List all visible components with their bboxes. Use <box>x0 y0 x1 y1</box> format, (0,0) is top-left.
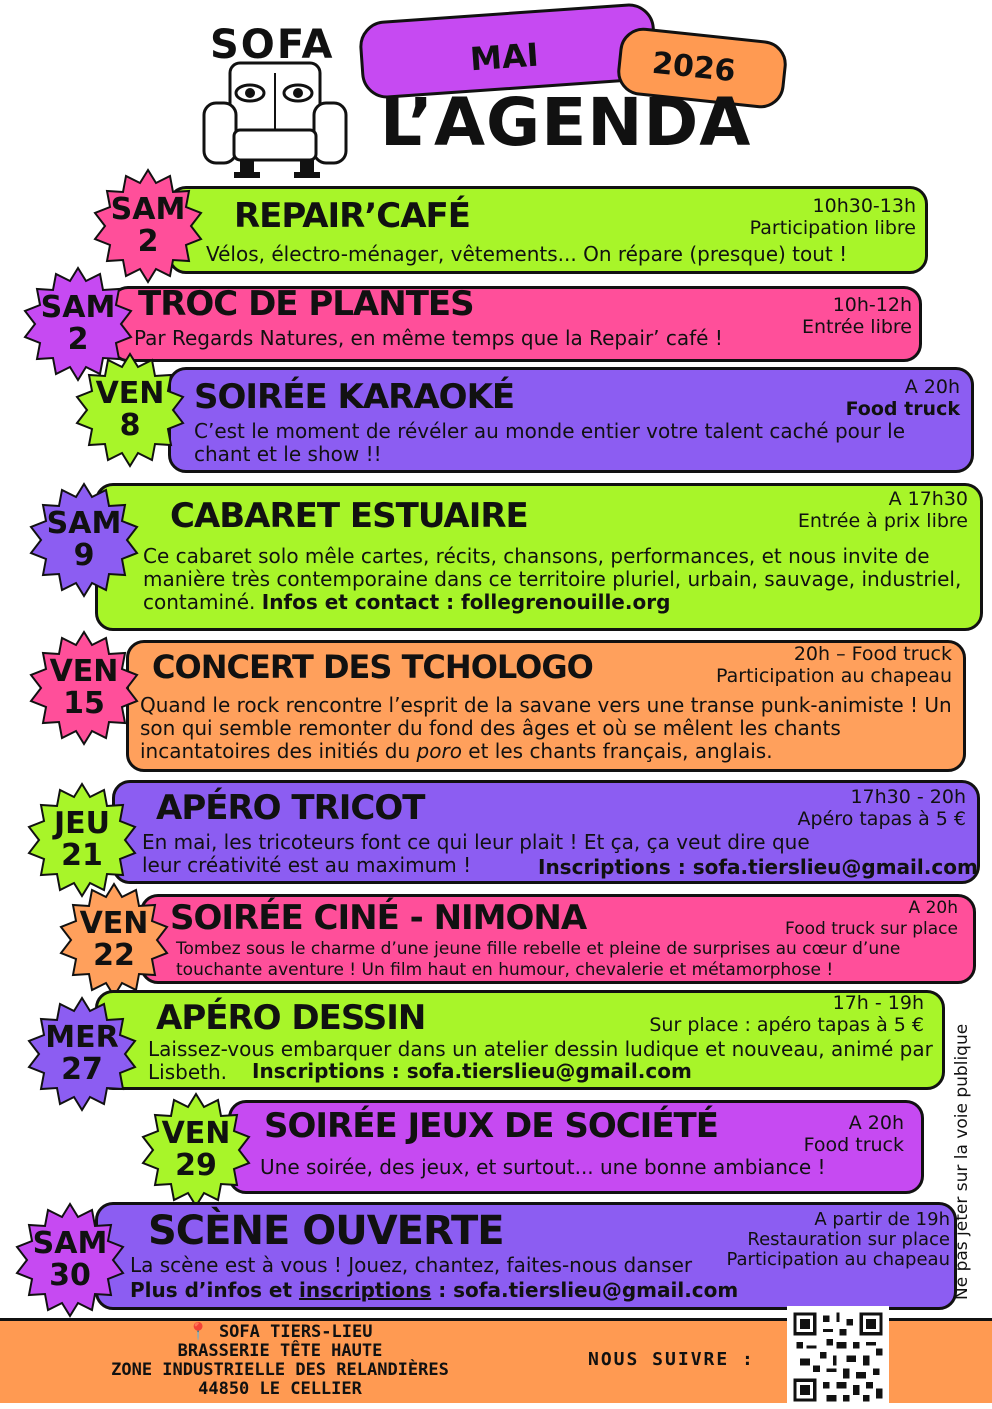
event-title: APÉRO TRICOT <box>156 788 425 828</box>
event-info: Participation libre <box>749 217 916 239</box>
badge-day: SAM <box>32 1226 108 1261</box>
event-title: REPAIR’CAFÉ <box>234 196 470 236</box>
event-description: Laissez-vous embarquer dans un atelier dessin ludique et nouveau, animé par Lisbeth. <box>148 1037 933 1084</box>
event-description: La scène est à vous ! Jouez, chantez, faites-nous danser <box>130 1253 693 1277</box>
date-badge <box>10 1200 130 1320</box>
badge-day: VEN <box>95 376 165 411</box>
badge-date: 29 <box>175 1148 217 1183</box>
event-time: 20h – Food truck <box>793 643 952 665</box>
year-label: 2026 <box>650 45 738 90</box>
address-line: 📍 SOFA TIERS-LIEU <box>187 1322 373 1342</box>
badge-day: VEN <box>161 1116 231 1151</box>
badge-day: JEU <box>53 806 110 841</box>
date-badge <box>22 994 142 1114</box>
badge-date: 8 <box>119 408 141 443</box>
event-info: Entrée libre <box>801 316 912 338</box>
badge-day: SAM <box>40 290 116 325</box>
badge-date: 2 <box>137 224 159 259</box>
badge-date: 30 <box>49 1258 91 1293</box>
event-time: 10h30-13h <box>812 195 916 217</box>
date-badge <box>70 350 190 470</box>
event-meta <box>750 195 916 239</box>
event-description-text-end: et les chants français, anglais. <box>468 739 773 763</box>
date-badge <box>24 628 144 748</box>
event-contact-link[interactable]: Inscriptions : sofa.tierslieu@gmail.com <box>538 855 978 879</box>
event-time: 17h - 19h <box>832 992 924 1014</box>
event-title: SOIRÉE CINÉ - NIMONA <box>170 898 587 938</box>
date-badge <box>136 1090 256 1210</box>
event-time: 10h-12h <box>832 294 912 316</box>
event-title: SOIRÉE KARAOKÉ <box>194 377 515 417</box>
follow-label: NOUS SUIVRE : <box>588 1349 755 1370</box>
contact-underlined[interactable]: inscriptions <box>299 1278 432 1302</box>
badge-day: SAM <box>46 506 122 541</box>
event-title: SCÈNE OUVERTE <box>148 1208 504 1254</box>
badge-date: 15 <box>63 686 105 721</box>
event-meta <box>649 992 924 1036</box>
event-info: Food truck <box>803 1134 904 1156</box>
event-contact-link[interactable]: Infos et contact : follegrenouille.org <box>261 590 671 614</box>
qr-code-icon[interactable] <box>787 1306 889 1408</box>
badge-day: VEN <box>49 654 119 689</box>
event-description-emphasis: poro <box>416 739 462 763</box>
address-block <box>60 1323 500 1399</box>
event-description: En mai, les tricoteurs font ce qui leur plait ! Et ça, ça veut dire que leur créativité est au maximum ! <box>142 830 810 877</box>
event-meta <box>716 643 952 687</box>
badge-date: 21 <box>61 838 103 873</box>
event-time: A partir de 19h <box>814 1209 950 1230</box>
month-label: MAI <box>468 35 540 79</box>
event-title: SOIRÉE JEUX DE SOCIÉTÉ <box>264 1106 718 1146</box>
event-description <box>143 545 975 614</box>
badge-date: 9 <box>73 538 95 573</box>
map-pin-icon: 📍 <box>187 1322 209 1342</box>
event-info: Sur place : apéro tapas à 5 € <box>649 1014 924 1036</box>
event-title: CONCERT DES TCHOLOGO <box>152 648 593 686</box>
event-description: Une soirée, des jeux, et surtout... une bonne ambiance ! <box>260 1155 826 1179</box>
contact-prefix: Plus d’infos et <box>130 1278 293 1302</box>
address-line: BRASSERIE TÊTE HAUTE <box>177 1341 383 1361</box>
address-line: ZONE INDUSTRIELLE DES RELANDIÈRES <box>111 1360 449 1380</box>
event-info: Food truck sur place <box>785 919 958 939</box>
badge-day: MER <box>45 1020 119 1055</box>
event-info: Apéro tapas à 5 € <box>797 808 966 830</box>
event-time: A 20h <box>904 376 960 398</box>
event-time: A 20h <box>848 1112 904 1134</box>
badge-day: SAM <box>110 192 186 227</box>
event-description-text: Ce cabaret solo mêle cartes, récits, chansons, performances, et nous invite de manière très contemporaine dans ce territoire pluriel, urbain, sauvage, industriel, contaminé. <box>143 544 962 614</box>
event-title: APÉRO DESSIN <box>156 998 426 1038</box>
event-title: CABARET ESTUAIRE <box>170 496 528 536</box>
event-meta <box>785 898 958 940</box>
event-info: Entrée à prix libre <box>797 510 968 532</box>
event-meta <box>726 1210 950 1270</box>
event-time: A 20h <box>908 898 958 918</box>
event-description-text: Quand le rock rencontre l’esprit de la savane vers une transe punk-animiste ! Un son qui semble remonter du fond des âges et où se mêlent les chants incantatoires des initiés du <box>140 693 952 763</box>
contact-email[interactable]: : sofa.tierslieu@gmail.com <box>438 1278 739 1302</box>
event-description: Par Regards Natures, en même temps que la Repair’ café ! <box>134 326 723 350</box>
event-info-secondary: Participation au chapeau <box>726 1249 950 1270</box>
event-meta <box>798 786 966 830</box>
event-contact-link[interactable] <box>130 1279 738 1302</box>
logo-text: SOFA <box>210 22 335 68</box>
address-line: 44850 LE CELLIER <box>198 1379 362 1399</box>
event-info: Restauration sur place <box>747 1229 950 1250</box>
badge-day: VEN <box>79 906 149 941</box>
event-description: Vélos, électro-ménager, vêtements... On répare (presque) tout ! <box>206 242 848 266</box>
event-meta <box>846 376 960 420</box>
event-contact-link[interactable]: Inscriptions : sofa.tierslieu@gmail.com <box>252 1059 692 1083</box>
event-info: Food truck <box>845 398 960 420</box>
badge-date: 2 <box>67 322 89 357</box>
date-badge <box>24 480 144 600</box>
event-description: C’est le moment de révéler au monde entier votre talent caché pour le chant et le show !! <box>194 419 906 466</box>
date-badge <box>54 880 174 1000</box>
event-time: A 17h30 <box>888 488 968 510</box>
event-description: Tombez sous le charme d’une jeune fille rebelle et pleine de surprises au cœur d’une touchante aventure ! Un film haut en humour, chevalerie et métamorphose ! <box>176 939 901 980</box>
event-title: TROC DE PLANTES <box>138 284 474 324</box>
page-title: L’AGENDA <box>380 84 752 161</box>
event-meta <box>798 488 968 532</box>
event-time: 17h30 - 20h <box>850 786 966 808</box>
badge-date: 22 <box>93 938 135 973</box>
event-info: Participation au chapeau <box>716 665 952 687</box>
event-description <box>140 694 960 763</box>
event-meta <box>802 294 912 338</box>
badge-date: 27 <box>61 1052 103 1087</box>
event-meta <box>804 1112 904 1156</box>
side-note: Ne pas jeter sur la voie publique <box>952 1023 972 1300</box>
